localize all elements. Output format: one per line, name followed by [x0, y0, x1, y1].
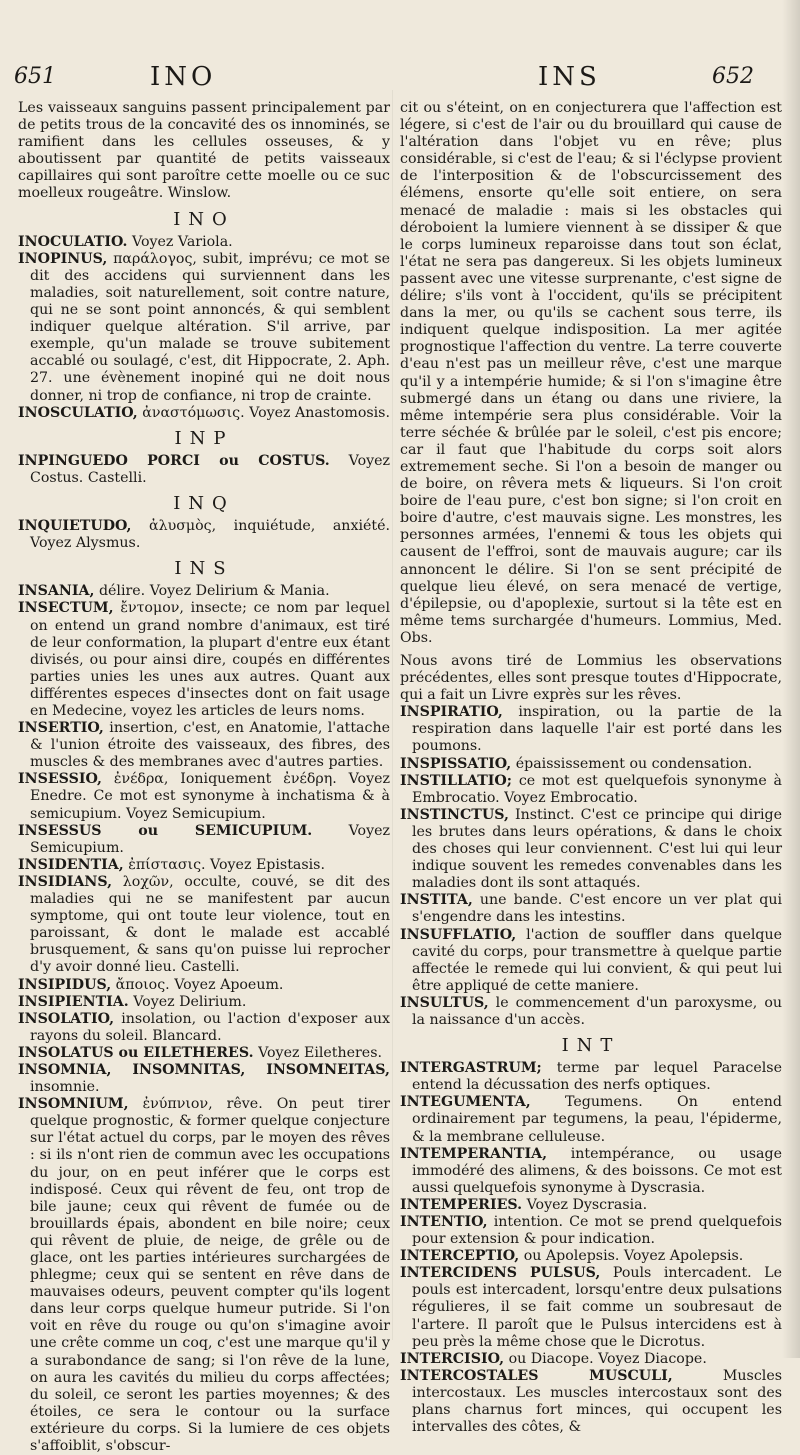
- entry-text: intempérance, ou usage immodéré des alimens, & des boissons. Ce mot est aussi quelquefois synonyme à Dyscrasia.: [412, 1145, 782, 1196]
- entry-text: Voyez Delirium.: [133, 993, 247, 1010]
- entry-headword: INSIDIANS,: [18, 873, 113, 890]
- entry-text: Voyez Dyscrasia.: [526, 1196, 648, 1213]
- entry-headword: INTEMPERIES.: [400, 1196, 523, 1213]
- section-heading-ins: INS: [174, 558, 234, 580]
- entry-text: Muscles intercostaux. Les muscles intercostaux sont des plans charnus fort minces, qui occupent les intervalles des côtes, &: [412, 1367, 782, 1436]
- column-gutter: [392, 90, 393, 1340]
- entry-inosculatio: [18, 405, 390, 422]
- entry-text: épaississement ou condensation.: [515, 755, 753, 772]
- entry-text: insolation, ou l'action d'exposer aux rayons du soleil. Blancard.: [30, 1010, 390, 1044]
- entry-integumenta: [400, 1094, 782, 1145]
- entry-headword: INSIPIENTIA.: [18, 993, 129, 1010]
- entry-insertio: [18, 720, 390, 771]
- continued-paragraph: cit ou s'éteint, on en conjecturera que l'affection est légere, si c'est de l'air ou du brouillard qui cause de l'altération dans l'objet vu en rêve; plus considérable, si c'est de l'eau; & si l'éclypse provient de l'interposition & de l'obscurcissement des élémens, ensorte qu'elle soit entiere, on sera menacé de maladie : mais si les obstacles qui déroboient la lumiere viennent à se dissiper & que le corps lumineux reparoisse dans tout son éclat, l'état ne sera pas dangereux. Si les objets lumineux passent avec une vitesse surprenante, c'est signe de délire; s'ils vont à l'occident, qu'ils se précipitent dans la mer, ou qu'ils se cachent sous terre, ils indiquent quelque indisposition. La mer agitée prognostique l'affection du ventre. La terre couverte d'eau n'est pas un meilleur rêve, c'est une marque qu'il y a intempérie humide; & si l'on s'imagine être submergé dans un étang ou dans une riviere, la même intempérie sera plus considérable. Voir la terre séchée & brûlée par le soleil, c'est pis encore; car il faut que l'habitude du corps soit alors extremement seche. Si l'on a besoin de manger ou de boire, on rêvera mets & liqueurs. Si l'on croit boire de l'eau pure, c'est bon signe; si l'on croit en boire d'autre, c'est mauvais signe. Les monstres, les personnes armées, l'ennemi & tous les objets qui causent de l'effroi, sont de mauvais augure; car ils annoncent le délire. Si l'on se sent précipité de quelque lieu élevé, on sera menacé de vertige, d'épilepsie, ou d'apoplexie, surtout si la tête est en même tems surchargée d'humeurs. Lommius, Med. Obs.: [400, 100, 782, 646]
- section-heading-ino: INO: [173, 208, 235, 230]
- section-heading-inq: INQ: [173, 492, 235, 514]
- entry-intercisio: [400, 1351, 782, 1368]
- entry-text: ou Apolepsis. Voyez Apolepsis.: [523, 1248, 744, 1265]
- entry-text: ἄποιος. Voyez Apoeum.: [115, 976, 284, 993]
- entry-intercidens-pulsus: [400, 1265, 782, 1350]
- entry-text: délire. Voyez Delirium & Mania.: [98, 583, 330, 600]
- entry-headword: INSUFFLATIO,: [400, 926, 517, 943]
- entry-headword: INQUIETUDO,: [18, 518, 132, 535]
- entry-inspissatio: [400, 756, 782, 773]
- entry-headword: INTERCOSTALES MUSCULI,: [400, 1367, 673, 1384]
- entry-headword: INSOMNIUM,: [18, 1096, 129, 1113]
- entry-headword: INSIPIDUS,: [18, 976, 112, 993]
- entry-text: Voyez Eiletheres.: [258, 1044, 382, 1061]
- entry-instillatio: [400, 773, 782, 807]
- entry-text: ou Diacope. Voyez Diacope.: [508, 1350, 707, 1367]
- page-edge-shadow: [782, 0, 800, 1358]
- entry-headword: INTEMPERANTIA,: [400, 1145, 548, 1162]
- entry-insectum: [18, 600, 390, 720]
- entry-text: Instinct. C'est ce principe qui dirige les brutes dans leurs opérations, & dans le choix des choses qui leur conviennent. C'est lui qui leur indique souvent les remedes convenables dans les maladies dont ils sont attaqués.: [412, 806, 782, 892]
- entry-inpinguedo: [18, 453, 390, 487]
- right-page-number: 652: [712, 64, 754, 89]
- entry-text: ἐνύπνιον, rêve. On peut tirer quelque prognostic, & former quelque conjecture sur l'état actuel du corps, par le moyen des rêves : si ils n'ont rien de commun avec les occupations du jour, on en peut inférer que le corps est indisposé. Ceux qui rêvent de feu, ont trop de bile jaune; ceux qui rêvent de fumée ou de brouillards épais, abondent en bile noire; ceux qui rêvent de pluie, de neige, de grêle ou de glace, ont les parties intérieures surchargées de phlegme; ceux qui se sentent en rêve dans de mauvaises odeurs, peuvent compter qu'ils logent dans leur corps quelque humeur putride. Si l'on voit en rêve du rouge ou qu'on s'imagine avoir une crête comme un coq, c'est une marque qu'il y a surabondance de sang; si l'on rêve de la lune, on aura les cavités du milieu du corps affectées; du soleil, ce seront les parties moyennes; & des étoiles, ce sera le contour ou la surface extérieure du corps. Si la lumiere de ces objets s'affoiblit, s'obscur-: [30, 1096, 390, 1455]
- entry-text: ἔντομον, insecte; ce nom par lequel on entend un grand nombre d'animaux, est tiré de leur conformation, la plupart d'entre eux étant divisés, ou pour ainsi dire, coupés en différentes parties unies les unes aux autres. Quant aux différentes especes d'insectes dont on fait usage en Medecine, voyez les articles de leurs noms.: [30, 600, 390, 719]
- entry-headword: INSPIRATIO,: [400, 704, 503, 721]
- entry-text: ἐνέδρα, Ioniquement ἐνέδρη. Voyez Enedre. Ce mot est synonyme à inchatisma & à semicupium. Voyez Semicupium.: [30, 771, 390, 822]
- entry-text: inspiration, ou la partie de la respiration dans laquelle l'air est porté dans les poumons.: [412, 704, 782, 755]
- entry-headword: INOPINUS,: [18, 250, 108, 267]
- section-heading-int: INT: [561, 1035, 621, 1057]
- entry-headword: INTERCEPTIO,: [400, 1248, 520, 1265]
- lommius-note: Nous avons tiré de Lommius les observations précédentes, elles sont presque toutes d'Hippocrate, qui a fait un Livre exprès sur les rêves.: [400, 653, 782, 704]
- entry-headword: INTEGUMENTA,: [400, 1094, 531, 1111]
- entry-text: une bande. C'est encore un ver plat qui s'engendre dans les intestins.: [412, 892, 782, 926]
- entry-inoculatio: [18, 234, 390, 251]
- entry-headword: INSULTUS,: [400, 994, 489, 1011]
- left-page-number: 651: [14, 64, 56, 89]
- entry-text: ce mot est quelquefois synonyme à Embrocatio. Voyez Embrocatio.: [412, 772, 783, 806]
- entry-headword: INSPISSATIO,: [400, 755, 512, 772]
- entry-headword: INOCULATIO.: [18, 233, 128, 250]
- entry-insomnium: [18, 1096, 390, 1455]
- entry-insipidus: [18, 977, 390, 994]
- intro-paragraph: Les vaisseaux sanguins passent principalement par de petits trous de la concavité des os innominés, se ramifient dans les cellules osseuses, & y aboutissent par quantité de petits vaisseaux capillaires qui sont paroître cette moelle ou ce suc moelleux rougeâtre. Winslow.: [18, 100, 390, 202]
- entry-insipientia: [18, 994, 390, 1011]
- entry-headword: INSIDENTIA,: [18, 856, 124, 873]
- entry-intemperies: [400, 1197, 782, 1214]
- entry-headword: INSANIA,: [18, 583, 95, 600]
- entry-text: intention. Ce mot se prend quelquefois pour extension & pour indication.: [412, 1214, 782, 1248]
- entry-text: ἀλυσμὸς, inquiétude, anxiété. Voyez Alysmus.: [30, 518, 390, 552]
- entry-text: le commencement d'un paroxysme, ou la naissance d'un accès.: [412, 994, 782, 1028]
- section-heading-inp: INP: [174, 427, 234, 449]
- entry-text: terme par lequel Paracelse entend la décussation des nerfs optiques.: [412, 1060, 782, 1094]
- entry-intergastrum: [400, 1060, 782, 1094]
- entry-insolatio: [18, 1011, 390, 1045]
- entry-inspiratio: [400, 704, 782, 755]
- entry-text: Tegumens. On entend ordinairement par tegumens, la peau, l'épiderme, & la membrane celluleuse.: [412, 1094, 782, 1145]
- entry-headword: INSERTIO,: [18, 720, 104, 737]
- entry-headword: INSOMNIA, INSOMNITAS, INSOMNEITAS,: [18, 1061, 390, 1078]
- entry-instita: [400, 892, 782, 926]
- entry-headword: INSECTUM,: [18, 600, 114, 617]
- entry-insessus: [18, 823, 390, 857]
- entry-text: Voyez Variola.: [132, 233, 233, 250]
- entry-inopinus: [18, 251, 390, 405]
- entry-insolatus: [18, 1045, 390, 1062]
- entry-insessio: [18, 771, 390, 822]
- entry-headword: INSOLATUS ou EILETHERES.: [18, 1044, 254, 1061]
- entry-instinctus: [400, 807, 782, 892]
- entry-insidentia: [18, 857, 390, 874]
- entry-insomnia: [18, 1062, 390, 1096]
- entry-headword: INSTITA,: [400, 892, 473, 909]
- entry-text: λοχῶν, occulte, couvé, se dit des maladies qui ne se manifestent par aucun symptome, qui ont toute leur violence, tout en paroissant, & dont le malade est accablé brusquement, & sans qu'on puisse lui reprocher d'y avoir donné lieu. Castelli.: [30, 873, 391, 976]
- entry-text: ἀναστόμωσις. Voyez Anastomosis.: [142, 404, 390, 421]
- entry-text: Pouls intercadent. Le pouls est intercadent, lorsqu'entre deux pulsations régulieres, il se fait comme un soubresaut de l'artere. Il paroît que le Pulsus intercidens est à peu près la même chose que le Dicrotus.: [412, 1265, 783, 1350]
- entry-text: παράλογος, subit, imprévu; ce mot se dit des accidens qui surviennent dans les maladies, soit naturellement, soit contre nature, qui ne se sont point annoncés, & qui semblent indiquer quelque altération. S'il arrive, par exemple, qu'un malade se trouve subitement accablé ou soulagé, c'est, dit Hippocrate, 2. Aph. 27. une évènement inopiné qui ne doit nous donner, ni trop de confiance, ni trop de crainte.: [30, 250, 390, 404]
- entry-text: Voyez Semicupium.: [30, 822, 390, 856]
- entry-headword: INTERCISIO,: [400, 1350, 505, 1367]
- entry-headword: INSESSUS ou SEMICUPIUM.: [18, 822, 313, 839]
- entry-text: insertion, c'est, en Anatomie, l'attache & l'union étroite des vaisseaux, des fibres, des muscles & des membranes avec d'autres parties.: [30, 720, 390, 771]
- entry-text: l'action de souffler dans quelque cavité du corps, pour transmettre à quelque partie affectée le remede qui lui convient, & qui peut lui être appliqué de cette maniere.: [412, 926, 782, 994]
- entry-intemperantia: [400, 1146, 782, 1197]
- entry-headword: INSOLATIO,: [18, 1010, 115, 1027]
- entry-headword: INSTILLATIO;: [400, 772, 513, 789]
- left-running-title: INO: [150, 62, 217, 92]
- entry-interceptio: [400, 1248, 782, 1265]
- entry-headword: INTERCIDENS PULSUS,: [400, 1265, 601, 1282]
- entry-insidians: [18, 874, 390, 977]
- entry-headword: INTERGASTRUM;: [400, 1060, 542, 1077]
- right-running-title: INS: [538, 62, 601, 92]
- entry-text: ἐπίστασις. Voyez Epistasis.: [128, 856, 325, 873]
- entry-headword: INOSCULATIO,: [18, 404, 138, 421]
- entry-headword: INSESSIO,: [18, 771, 102, 788]
- right-column: [400, 100, 782, 1436]
- entry-text: insomnie.: [30, 1079, 100, 1096]
- entry-text: Voyez Costus. Castelli.: [30, 452, 390, 486]
- entry-insufflatio: [400, 927, 782, 995]
- entry-intercostales-musculi: [400, 1368, 782, 1436]
- entry-inquietudo: [18, 518, 390, 552]
- entry-headword: INPINGUEDO PORCI ou COSTUS.: [18, 452, 330, 469]
- entry-insania: [18, 583, 390, 600]
- entry-intentio: [400, 1214, 782, 1248]
- left-column: [18, 100, 390, 1455]
- entry-headword: INSTINCTUS,: [400, 806, 509, 823]
- entry-headword: INTENTIO,: [400, 1214, 488, 1230]
- entry-insultus: [400, 995, 782, 1029]
